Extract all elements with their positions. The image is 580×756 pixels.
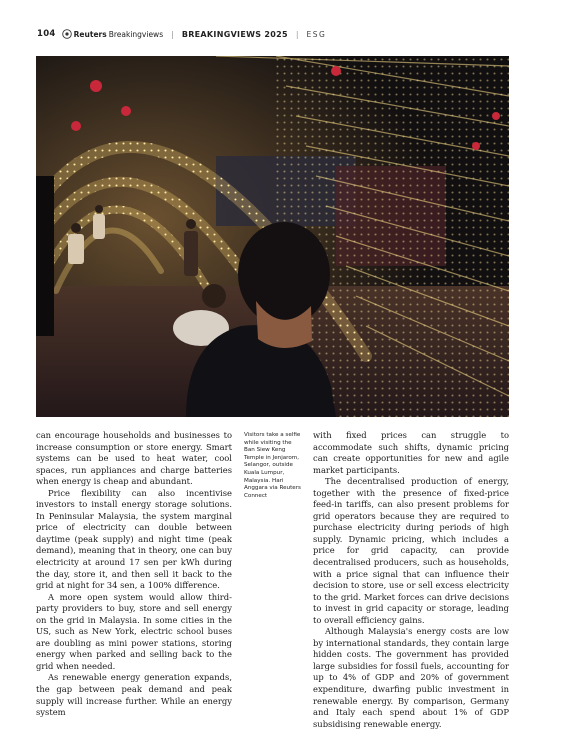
brand-reuters: Reuters	[73, 29, 107, 39]
paragraph: Although Malaysia's energy costs are low by international standards, they contain large hidden costs. The government has provided large subsidies for fossil fuels, accounting for up to 4% of GDP and 20% of government expenditure, dwarfing public investment in renewable energy. By comparison, Germany and Italy each spend about 1% of GDP subsidising renewable energy.	[313, 626, 509, 729]
reuters-logo-icon	[62, 29, 72, 39]
page-header	[37, 27, 326, 41]
article-column-1	[36, 430, 232, 719]
edition-title: BREAKINGVIEWS 2025	[181, 29, 288, 39]
paragraph: A more open system would allow third-party providers to buy, store and sell energy on the grid in Malaysia. In some cities in the US, such as New York, electric school buses are doubling as mini power stations, storing energy when parked and selling back to the grid when needed.	[36, 591, 232, 671]
header-separator: |	[171, 29, 174, 39]
paragraph: can encourage households and businesses to increase consumption or store energy. Smart systems can be used to heat water, cool spaces, run appliances and charge batteries when energy is cheap and abundant.	[36, 430, 232, 487]
photo-caption: Visitors take a selfie while visiting the Ban Siew Keng Temple in Jenjarom, Selangor, outside Kuala Lumpur, Malaysia. Hari Anggara via Reuters Connect	[244, 432, 301, 499]
brand-breakingviews: Breakingviews	[108, 29, 164, 39]
paragraph: Price flexibility can also incentivise investors to install energy storage solutions. In Peninsular Malaysia, the system marginal price of electricity can double between daytime (peak supply) and night time (peak demand), meaning that in theory, one can buy electricity at around 17 sen per kWh during the day, store it, and then sell it back to the grid at night for 34 sen, a 100% difference.	[36, 487, 232, 591]
paragraph: As renewable energy generation expands, the gap between peak demand and peak supply will increase further. While an energy system	[36, 672, 232, 718]
paragraph: with fixed prices can struggle to accommodate such shifts, dynamic pricing can create opportunities for new and agile market participants.	[313, 430, 509, 475]
temple-lights-photo	[36, 56, 509, 417]
photo-illustration	[36, 56, 509, 417]
paragraph: The decentralised production of energy, together with the presence of fixed-price feed-in tariffs, can also present problems for grid operators because they are required to purchase electricity during periods of high supply. Dynamic pricing, which includes a price for grid capacity, can provide decentralised producers, such as households, with a price signal that can influence their decision to store, use or sell excess electricity to the grid. Market forces can drive decisions to invest in grid capacity or storage, leading to overall efficiency gains.	[313, 476, 509, 625]
reuters-logo	[62, 29, 163, 39]
section-label: ESG	[306, 29, 327, 39]
page-number: 104	[37, 29, 56, 39]
header-separator: |	[295, 29, 299, 39]
article-column-2	[313, 430, 509, 730]
